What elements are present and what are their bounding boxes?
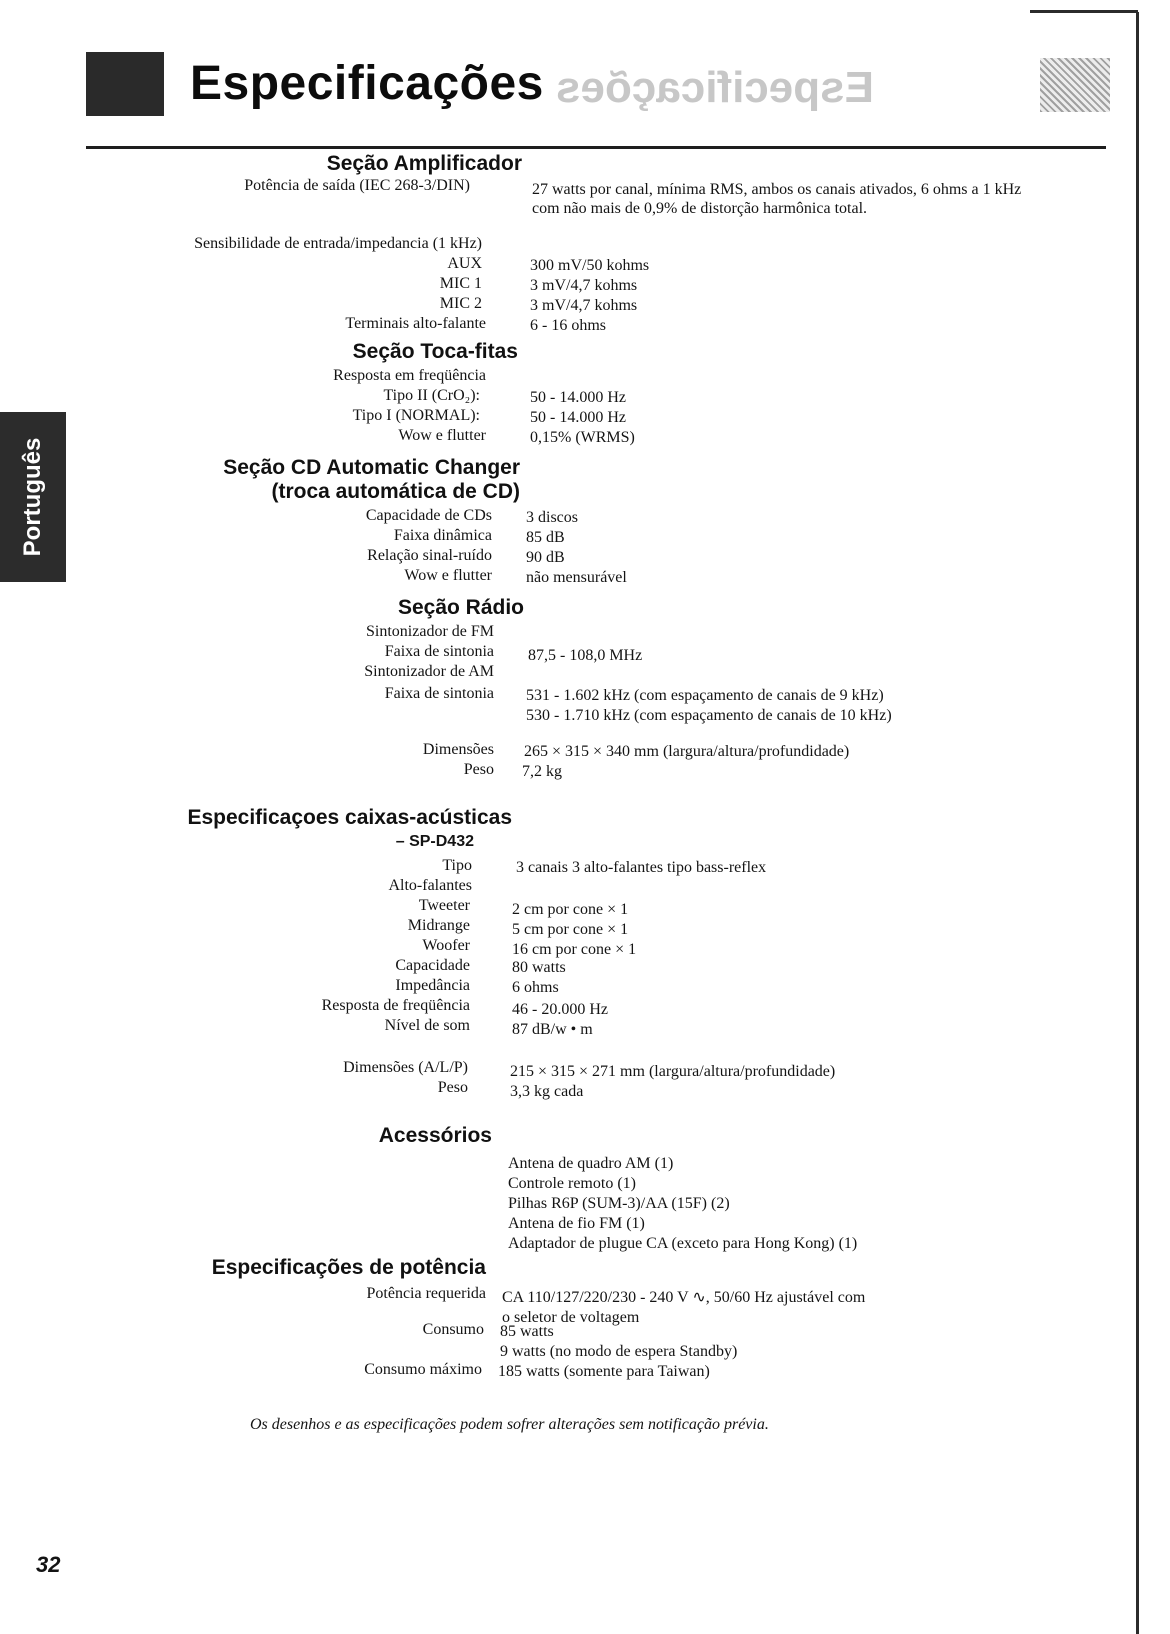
spec-aux bbox=[0, 254, 1140, 274]
spec-value: 215 × 315 × 271 mm (largura/altura/profundidade) bbox=[510, 1063, 836, 1080]
spec-value: com não mais de 0,9% de distorção harmônica total. bbox=[532, 200, 868, 217]
list-item: Antena de fio FM (1) bbox=[508, 1215, 645, 1232]
title-pattern bbox=[1040, 58, 1110, 112]
section-heading-radio: Seção Rádio bbox=[397, 596, 524, 619]
spec-wow-flutter-cd bbox=[0, 566, 1140, 586]
spec-value: 530 - 1.710 kHz (com espaçamento de canais de 10 kHz) bbox=[526, 707, 892, 724]
spec-label: Sintonizador de FM bbox=[366, 623, 494, 640]
spec-value: 87 dB/w • m bbox=[512, 1021, 593, 1038]
spec-faixa-dinamica bbox=[0, 526, 1140, 546]
spec-value: 7,2 kg bbox=[522, 763, 562, 780]
spec-value: 265 × 315 × 340 mm (largura/altura/profundidade) bbox=[524, 743, 850, 760]
section-heading-toca-fitas: Seção Toca-fitas bbox=[352, 340, 518, 363]
spec-wow-flutter-tape bbox=[0, 426, 1140, 446]
spec-label: Faixa dinâmica bbox=[393, 527, 492, 544]
spec-tipo bbox=[0, 856, 1140, 876]
spec-value: 6 ohms bbox=[512, 979, 559, 996]
spec-label: Tipo II (CrO₂): bbox=[383, 387, 480, 404]
corner-rule bbox=[1030, 10, 1138, 13]
speaker-model-label: – SP-D432 bbox=[395, 833, 474, 850]
spec-value: 300 mV/50 kohms bbox=[530, 257, 650, 274]
spec-capacidade bbox=[0, 956, 1140, 976]
spec-value: 85 dB bbox=[526, 529, 565, 546]
spec-label: Resposta de freqüência bbox=[321, 997, 470, 1014]
spec-label: Sintonizador de AM bbox=[364, 663, 494, 680]
spec-faixa-am bbox=[0, 684, 1140, 728]
spec-capacidade-cds bbox=[0, 506, 1140, 526]
spec-label: MIC 2 bbox=[439, 295, 482, 312]
spec-value: o seletor de voltagem bbox=[502, 1309, 640, 1326]
spec-sintonizador-fm bbox=[0, 622, 1140, 642]
spec-value: 80 watts bbox=[512, 959, 566, 976]
spec-value: 85 watts bbox=[500, 1323, 554, 1340]
spec-peso-unit bbox=[0, 760, 1140, 780]
spec-terminais bbox=[0, 314, 1140, 334]
spec-consumo-maximo bbox=[0, 1360, 1140, 1380]
page-title: Especificações bbox=[190, 57, 544, 110]
language-tab-label: Português bbox=[19, 437, 46, 557]
spec-label: Capacidade bbox=[395, 957, 470, 974]
spec-value: 9 watts (no modo de espera Standby) bbox=[500, 1343, 738, 1360]
spec-value: 46 - 20.000 Hz bbox=[512, 1001, 608, 1018]
spec-value: 3 discos bbox=[526, 509, 578, 526]
spec-value: 3 canais 3 alto-falantes tipo bass-reflex bbox=[516, 859, 767, 876]
spec-label: Dimensões (A/L/P) bbox=[343, 1059, 468, 1076]
spec-value: não mensurável bbox=[526, 569, 627, 586]
spec-alto-falantes bbox=[0, 876, 1140, 896]
list-item: Adaptador de plugue CA (exceto para Hong Kong) (1) bbox=[508, 1235, 858, 1252]
spec-label: Potência requerida bbox=[366, 1285, 486, 1302]
section-heading-acessorios: Acessórios bbox=[378, 1124, 492, 1147]
spec-tweeter bbox=[0, 896, 1140, 916]
spec-value: 87,5 - 108,0 MHz bbox=[528, 647, 643, 664]
list-item: Antena de quadro AM (1) bbox=[508, 1155, 674, 1172]
spec-value: CA 110/127/220/230 - 240 V ∿, 50/60 Hz ajustável com bbox=[502, 1289, 866, 1306]
spec-label: Tipo I (NORMAL): bbox=[352, 407, 480, 424]
spec-label: Wow e flutter bbox=[398, 427, 486, 444]
spec-sensibilidade bbox=[0, 234, 1140, 254]
spec-value: 531 - 1.602 kHz (com espaçamento de canais de 9 kHz) bbox=[526, 687, 884, 704]
spec-label: Peso bbox=[463, 761, 494, 778]
spec-label: Faixa de sintonia bbox=[384, 685, 494, 702]
spec-tipo-ii bbox=[0, 386, 1140, 406]
spec-value: 0,15% (WRMS) bbox=[530, 429, 635, 446]
spec-resposta-caixas bbox=[0, 996, 1140, 1016]
title-bar bbox=[86, 52, 1126, 122]
spec-value: 50 - 14.000 Hz bbox=[530, 409, 626, 426]
spec-label: Dimensões bbox=[422, 741, 494, 758]
spec-label: Peso bbox=[437, 1079, 468, 1096]
spec-consumo bbox=[0, 1318, 1140, 1360]
spec-value: 5 cm por cone × 1 bbox=[512, 921, 629, 938]
accessories-list bbox=[508, 1154, 1108, 1264]
spec-tipo-i bbox=[0, 406, 1140, 426]
spec-mic2 bbox=[0, 294, 1140, 314]
section-heading-cd-sub: (troca automática de CD) bbox=[271, 480, 520, 503]
spec-value: 16 cm por cone × 1 bbox=[512, 941, 637, 958]
spec-label: Consumo máximo bbox=[364, 1361, 482, 1378]
spec-faixa-fm bbox=[0, 642, 1140, 662]
spec-peso-caixas bbox=[0, 1078, 1140, 1098]
spec-value: 50 - 14.000 Hz bbox=[530, 389, 626, 406]
section-heading-potencia: Especificações de potência bbox=[211, 1256, 486, 1279]
spec-potencia-saida bbox=[0, 176, 1140, 236]
spec-label: Tweeter bbox=[418, 897, 470, 914]
spec-label: AUX bbox=[447, 255, 482, 272]
spec-dimensoes-caixas bbox=[0, 1058, 1140, 1078]
spec-label: Nível de som bbox=[384, 1017, 470, 1034]
spec-value: 3 mV/4,7 kohms bbox=[530, 277, 638, 294]
title-block bbox=[86, 52, 164, 116]
section-heading-cd: Seção CD Automatic Changer bbox=[223, 456, 520, 479]
bleed-through-text: Especificações bbox=[556, 63, 874, 112]
list-item: Controle remoto (1) bbox=[508, 1175, 636, 1192]
list-item: Pilhas R6P (SUM-3)/AA (15F) (2) bbox=[508, 1195, 730, 1212]
spec-value: 3,3 kg cada bbox=[510, 1083, 584, 1100]
spec-dimensoes-unit bbox=[0, 740, 1140, 760]
spec-value: 6 - 16 ohms bbox=[530, 317, 606, 334]
spec-sintonizador-am bbox=[0, 662, 1140, 682]
spec-mic1 bbox=[0, 274, 1140, 294]
section-heading-amplificador: Seção Amplificador bbox=[326, 152, 522, 175]
footer-note: Os desenhos e as especificações podem sofrer alterações sem notificação prévia. bbox=[250, 1416, 769, 1433]
spec-label: Relação sinal-ruído bbox=[367, 547, 492, 564]
spec-value: 3 mV/4,7 kohms bbox=[530, 297, 638, 314]
spec-resposta-frequencia bbox=[0, 366, 1140, 386]
spec-label: Alto-falantes bbox=[388, 877, 472, 894]
spec-label: Terminais alto-falante bbox=[345, 315, 486, 332]
title-rule bbox=[86, 146, 1106, 149]
spec-relacao-sinal-ruido bbox=[0, 546, 1140, 566]
spec-value: 2 cm por cone × 1 bbox=[512, 901, 629, 918]
spec-label: Sensibilidade de entrada/impedancia (1 kHz) bbox=[194, 235, 482, 252]
spec-label: Tipo bbox=[442, 857, 472, 874]
spec-woofer bbox=[0, 936, 1140, 956]
spec-label: MIC 1 bbox=[439, 275, 482, 292]
spec-impedancia bbox=[0, 976, 1140, 996]
spec-label: Resposta em freqüência bbox=[333, 367, 486, 384]
spec-value: 185 watts (somente para Taiwan) bbox=[498, 1363, 710, 1380]
speaker-model bbox=[0, 832, 1140, 852]
spec-label: Consumo bbox=[422, 1321, 484, 1338]
spec-label: Wow e flutter bbox=[404, 567, 492, 584]
spec-value: 27 watts por canal, mínima RMS, ambos os canais ativados, 6 ohms a 1 kHz bbox=[532, 181, 1022, 198]
page-number: 32 bbox=[36, 1552, 61, 1577]
spec-label: Faixa de sintonia bbox=[384, 643, 494, 660]
spec-label: Midrange bbox=[407, 917, 470, 934]
spec-value: 90 dB bbox=[526, 549, 565, 566]
spec-label: Impedância bbox=[395, 977, 470, 994]
spec-label: Woofer bbox=[422, 937, 470, 954]
spec-label: Capacidade de CDs bbox=[365, 507, 492, 524]
spec-midrange bbox=[0, 916, 1140, 936]
spec-nivel-som bbox=[0, 1016, 1140, 1036]
spec-label: Potência de saída (IEC 268-3/DIN) bbox=[244, 177, 470, 194]
section-heading-caixas: Especificaçoes caixas-acústicas bbox=[187, 806, 512, 829]
